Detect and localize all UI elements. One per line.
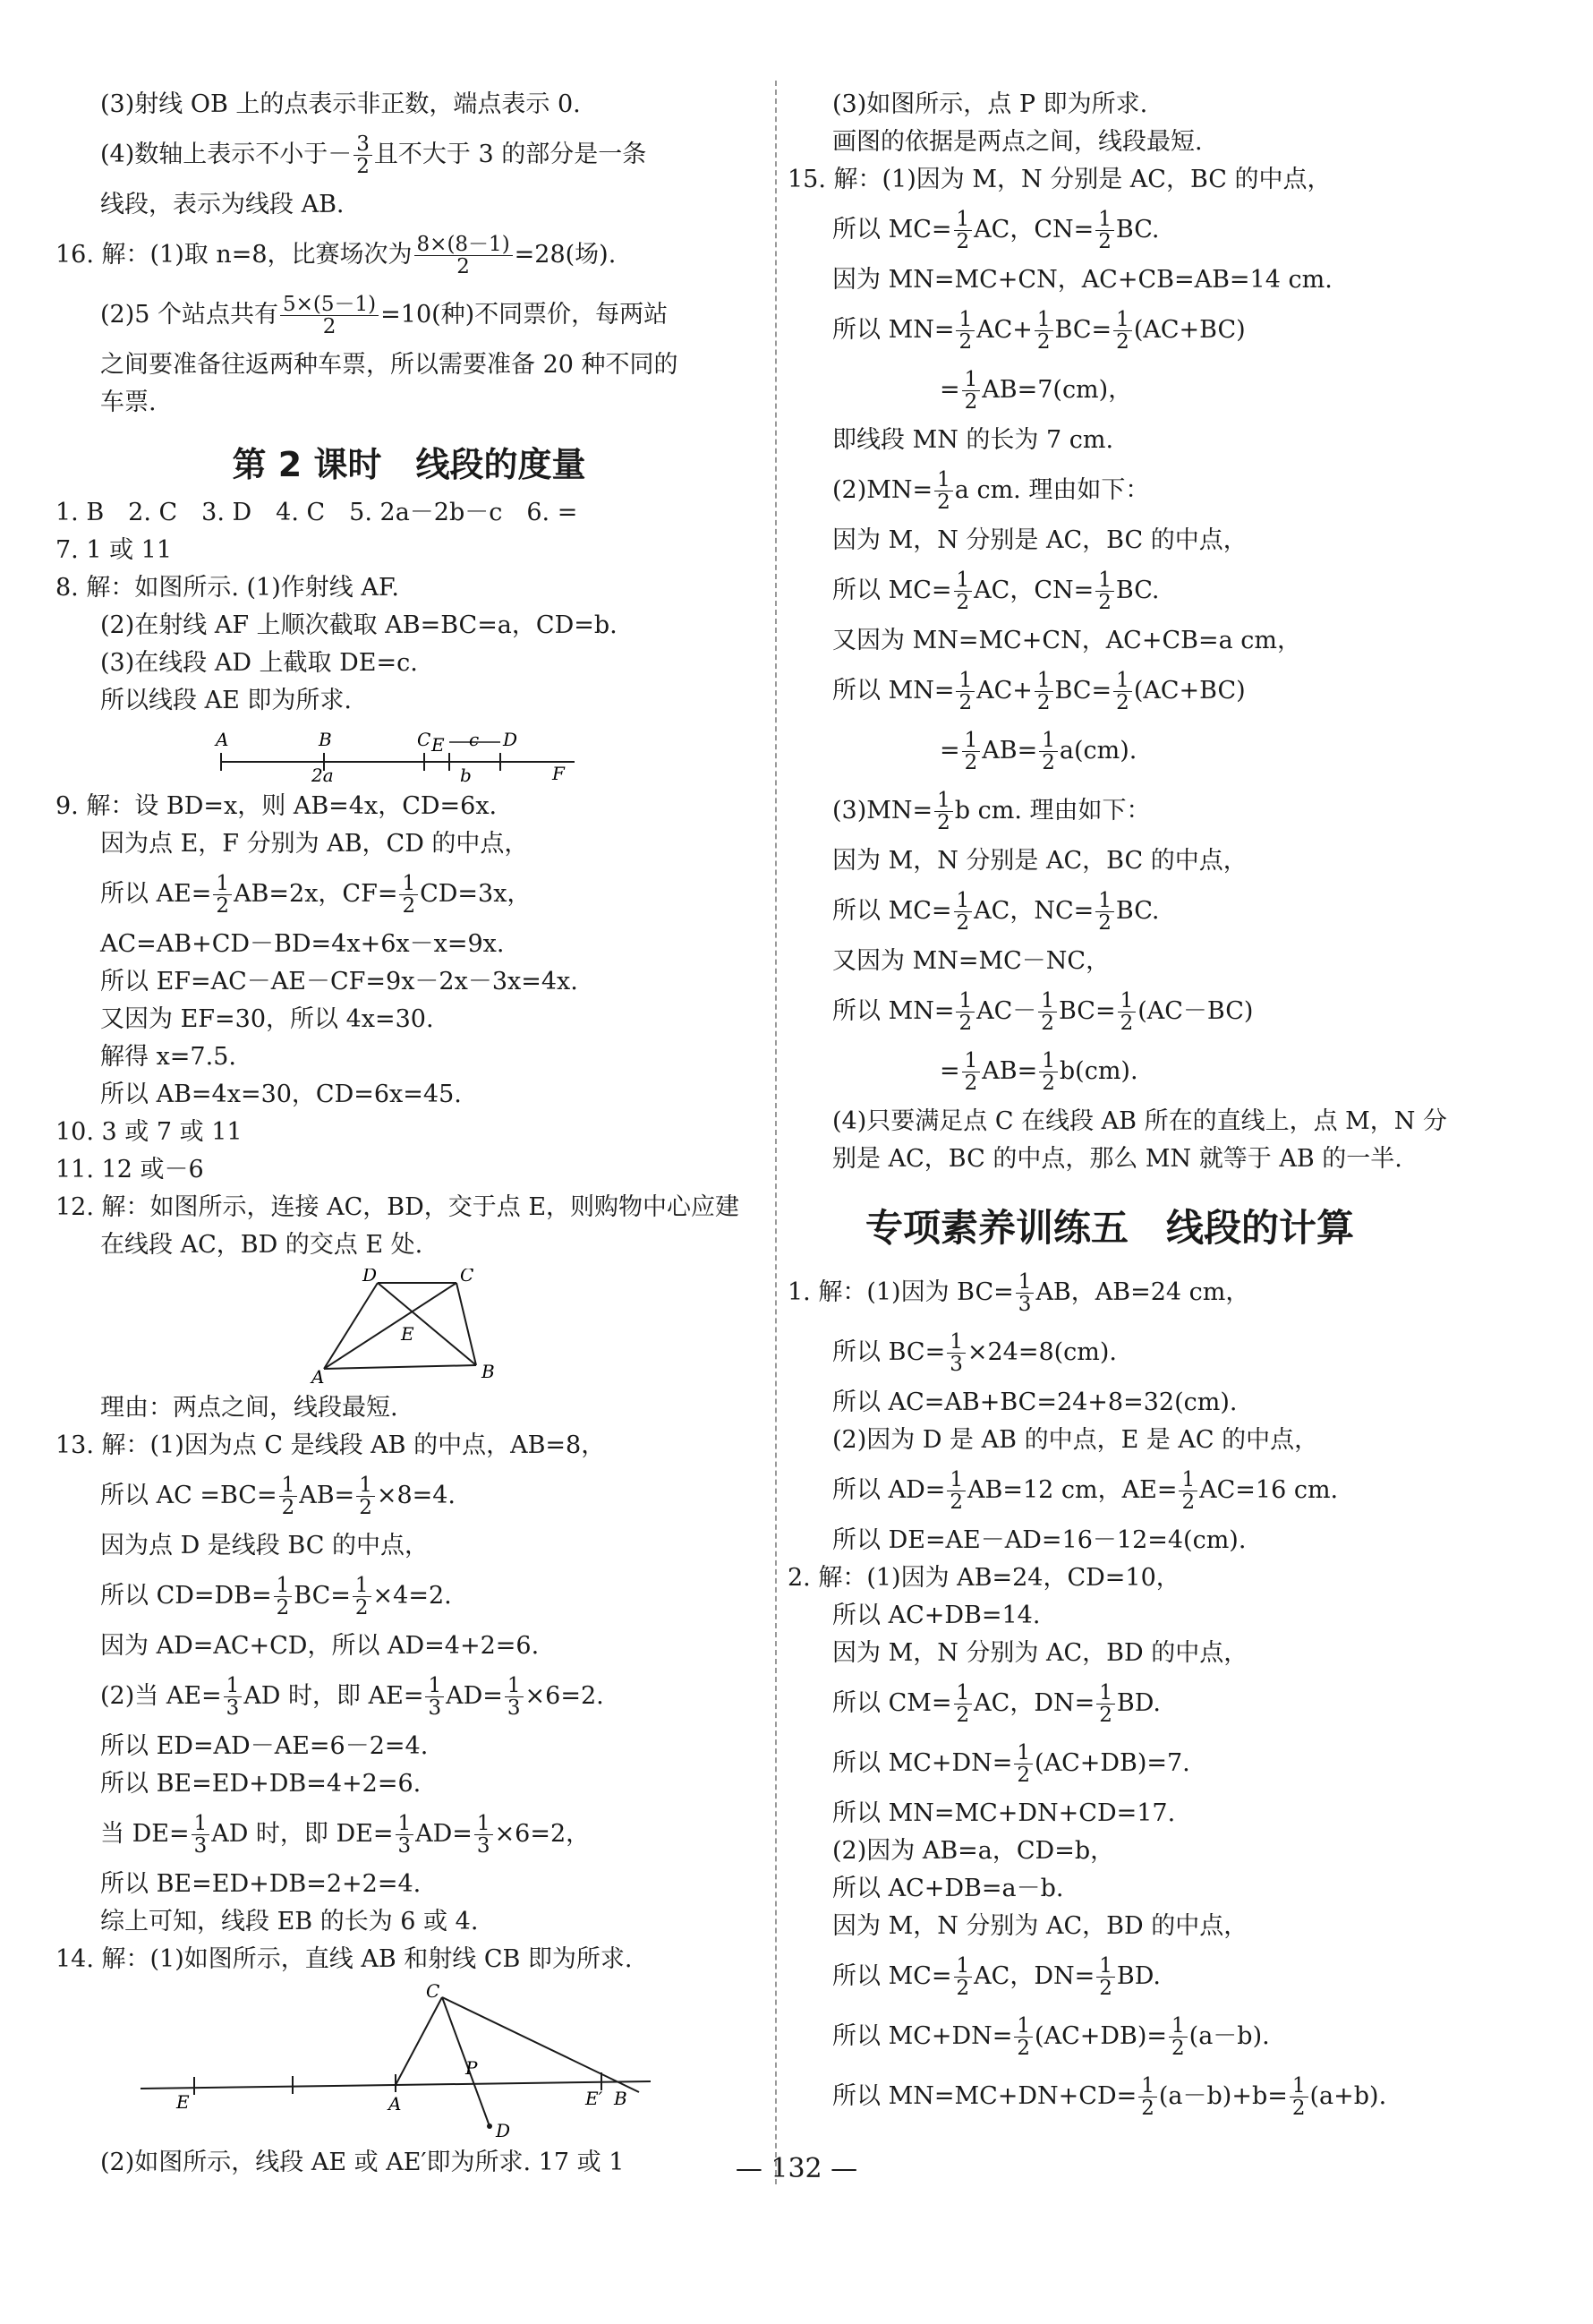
- text-line: 所以 MC= $\frac{1}{2}$ AC，DN= $\frac{1}{2}$ BD.: [832, 1953, 1161, 2000]
- point-label: D: [362, 1269, 378, 1286]
- text-line: 所以 AD= $\frac{1}{2}$ AB=12 cm，AE= $\frac{1}{2}$ AC=16 cm.: [832, 1467, 1339, 1514]
- text-line: 理由：两点之间，线段最短.: [100, 1394, 398, 1422]
- text-line: 所以 BE=ED+DB=4+2=6.: [100, 1770, 422, 1798]
- point-label: A: [216, 729, 229, 750]
- answer-7: 7. 1 或 11: [55, 536, 173, 564]
- text-line: 因为 AD=AC+CD，所以 AD=4+2=6.: [100, 1632, 540, 1660]
- answer-11: 11. 12 或－6: [55, 1156, 204, 1183]
- text-line: 所以 MN=MC+DN+CD= $\frac{1}{2}$ (a－b)+b= $\frac{1}{2}$ (a+b).: [832, 2073, 1387, 2120]
- point-label: C: [460, 1269, 474, 1286]
- point-label: F: [552, 763, 565, 783]
- point-label: C: [417, 729, 431, 750]
- question-13: 13. 解：(1)因为点 C 是线段 AB 的中点，AB=8，: [55, 1431, 606, 1459]
- figure-quadrilateral: [55, 1269, 762, 1385]
- text-line: (2)5 个站点共有 $\frac{5\times(5-1)}{2}$ =10(种)不同票价，每两站: [100, 292, 669, 338]
- figure-segment-construction: [55, 724, 762, 783]
- text-line: 所以 AB=4x=30，CD=6x=45.: [100, 1081, 462, 1108]
- point-label: E′: [585, 2088, 603, 2109]
- text-line: 所以 EF=AC－AE－CF=9x－2x－3x=4x.: [100, 968, 578, 995]
- point-label: E: [431, 734, 445, 756]
- length-label: c: [469, 729, 480, 750]
- text-line: 所以 DE=AE－AD=16－12=4(cm).: [832, 1526, 1247, 1554]
- right-column: [788, 85, 1448, 2129]
- text-line: 即线段 MN 的长为 7 cm.: [832, 426, 1114, 454]
- answers-1-6: 1. B 2. C 3. D 4. C 5. 2a－2b－c 6. =: [55, 499, 578, 526]
- practice-2: 2. 解：(1)因为 AB=24，CD=10，: [788, 1564, 1180, 1592]
- question-9: 9. 解：设 BD=x，则 AB=4x，CD=6x.: [55, 792, 498, 820]
- text-line: (2)当 AE= $\frac{1}{3}$ AD 时，即 AE= $\frac{1}{3}$ AD= $\frac{1}{3}$ ×6=2.: [100, 1673, 604, 1720]
- text-line: (2)因为 AB=a，CD=b，: [832, 1837, 1115, 1865]
- text-line: 所以 AC =BC= $\frac{1}{2}$ AB= $\frac{1}{2}$ ×8=4.: [100, 1473, 456, 1519]
- practice-1: 1. 解：(1)因为 BC= $\frac{1}{3}$ AB，AB=24 cm，: [788, 1269, 1250, 1316]
- text-line: 又因为 MN=MC－NC，: [832, 947, 1111, 975]
- point-label: D: [496, 2120, 511, 2140]
- point-label: C: [426, 1983, 440, 2002]
- text-line: (2)MN= $\frac{1}{2}$ a cm. 理由如下：: [832, 467, 1150, 514]
- text-line: 因为 MN=MC+CN，AC+CB=AB=14 cm.: [832, 266, 1333, 294]
- question-14: 14. 解：(1)如图所示，直线 AB 和射线 CB 即为所求.: [55, 1945, 633, 1973]
- fraction: $\frac{8\times(8-1)}{2}$: [414, 234, 513, 278]
- text-line: 因为 M，N 分别是 AC，BC 的中点，: [832, 847, 1248, 875]
- text-line: 因为 M，N 分别是 AC，BC 的中点，: [832, 526, 1248, 554]
- text-line: 综上可知，线段 EB 的长为 6 或 4.: [100, 1908, 479, 1935]
- text-line: 又因为 EF=30，所以 4x=30.: [100, 1005, 434, 1033]
- text-line: (3)在线段 AD 上截取 DE=c.: [100, 649, 418, 677]
- section-title: 第 2 课时 线段的度量: [232, 445, 586, 484]
- text-line: = $\frac{1}{2}$ AB=7(cm)，: [940, 367, 1133, 414]
- question-16: 16. 解：(1)取 n=8，比赛场次为 $\frac{8\times(8-1)}{2}$ =28(场).: [55, 232, 617, 278]
- text-line: 所以 MC+DN= $\frac{1}{2}$ (AC+DB)= $\frac{1}{2}$ (a－b).: [832, 2013, 1270, 2060]
- text-line: 所以 CD=DB= $\frac{1}{2}$ BC= $\frac{1}{2}$ ×4=2.: [100, 1573, 452, 1619]
- point-label: D: [503, 729, 518, 750]
- text-line: (4)数轴上表示不小于－ $\frac{3}{2}$ 且不大于 3 的部分是一条: [100, 132, 647, 178]
- column-divider: [775, 81, 777, 2184]
- text-line: 所以 MN= $\frac{1}{2}$ AC+ $\frac{1}{2}$ BC= $\frac{1}{2}$ (AC+BC): [832, 668, 1246, 714]
- text-line: 因为点 D 是线段 BC 的中点，: [100, 1532, 429, 1559]
- section-title: 专项素养训练五 线段的计算: [865, 1206, 1354, 1250]
- text-line: 所以 BC= $\frac{1}{3}$ ×24=8(cm).: [832, 1329, 1118, 1376]
- text-line: 所以 AC+DB=14.: [832, 1602, 1041, 1629]
- text-line: 因为点 E，F 分别为 AB，CD 的中点，: [100, 830, 529, 858]
- text-line: 所以 BE=ED+DB=2+2=4.: [100, 1870, 422, 1898]
- text-line: 所以 AC+DB=a－b.: [832, 1875, 1064, 1902]
- point-label: E: [176, 2091, 190, 2113]
- left-column: [55, 85, 762, 2183]
- point-label: A: [388, 2093, 402, 2115]
- text-line: (2)如图所示，线段 AE 或 AE′即为所求. 17 或 1: [100, 2149, 625, 2176]
- text-line: 在线段 AC，BD 的交点 E 处.: [100, 1231, 423, 1259]
- text-line: 因为 M，N 分别为 AC，BD 的中点，: [832, 1912, 1248, 1940]
- question-12: 12. 解：如图所示，连接 AC，BD，交于点 E，则购物中心应建: [55, 1193, 740, 1221]
- text-line: 所以 ED=AD－AE=6－2=4.: [100, 1732, 429, 1760]
- text-line: 所以 AE= $\frac{1}{2}$ AB=2x，CF= $\frac{1}{2}$ CD=3x，: [100, 871, 532, 918]
- text-line: 又因为 MN=MC+CN，AC+CB=a cm，: [832, 627, 1301, 654]
- page-number: — 132 —: [735, 2153, 858, 2184]
- point-label: B: [319, 729, 332, 750]
- point-label: B: [614, 2088, 627, 2109]
- text-line: 所以 MC= $\frac{1}{2}$ AC，CN= $\frac{1}{2}$ BC.: [832, 568, 1160, 614]
- text-line: (2)因为 D 是 AB 的中点，E 是 AC 的中点，: [832, 1426, 1319, 1454]
- text-line: (4)只要满足点 C 在线段 AB 所在的直线上，点 M，N 分: [832, 1107, 1448, 1135]
- question-15: 15. 解：(1)因为 M，N 分别是 AC，BC 的中点，: [788, 166, 1332, 193]
- text-line: 线段，表示为线段 AB.: [100, 191, 345, 218]
- text-line: 解得 x=7.5.: [100, 1043, 236, 1071]
- text-line: 所以 MN= $\frac{1}{2}$ AC－ $\frac{1}{2}$ BC= $\frac{1}{2}$ (AC－BC): [832, 988, 1254, 1035]
- point-label: P: [465, 2057, 478, 2079]
- length-label: b: [460, 765, 472, 783]
- text-line: (3)如图所示，点 P 即为所求.: [832, 90, 1148, 118]
- text-line: 所以 MN=MC+DN+CD=17.: [832, 1799, 1176, 1827]
- text-line: 别是 AC，BC 的中点，那么 MN 就等于 AB 的一半.: [832, 1145, 1402, 1173]
- text-line: 当 DE= $\frac{1}{3}$ AD 时，即 DE= $\frac{1}{3}$ AD= $\frac{1}{3}$ ×6=2，: [100, 1811, 591, 1858]
- text-line: 之间要准备往返两种车票，所以需要准备 20 种不同的: [100, 351, 678, 379]
- text-line: 所以 CM= $\frac{1}{2}$ AC，DN= $\frac{1}{2}$ BD.: [832, 1680, 1161, 1727]
- text-line: 所以线段 AE 即为所求.: [100, 687, 352, 714]
- text-line: 因为 M，N 分别为 AC，BD 的中点，: [832, 1639, 1248, 1667]
- text-line: (2)在射线 AF 上顺次截取 AB=BC=a，CD=b.: [100, 611, 618, 639]
- text-line: (3)射线 OB 上的点表示非正数，端点表示 0.: [100, 90, 581, 118]
- text-line: 所以 MC= $\frac{1}{2}$ AC，NC= $\frac{1}{2}$ BC.: [832, 888, 1160, 935]
- text-line: = $\frac{1}{2}$ AB= $\frac{1}{2}$ b(cm).: [940, 1048, 1138, 1095]
- length-label: 2a: [311, 765, 334, 783]
- text-line: 所以 MC+DN= $\frac{1}{2}$ (AC+DB)=7.: [832, 1740, 1190, 1787]
- text-line: 所以 MC= $\frac{1}{2}$ AC，CN= $\frac{1}{2}$ BC.: [832, 207, 1160, 253]
- point-label: E: [401, 1323, 414, 1345]
- question-8: 8. 解：如图所示. (1)作射线 AF.: [55, 574, 399, 602]
- fraction: $\frac{5\times(5-1)}{2}$: [280, 294, 379, 337]
- text-line: (3)MN= $\frac{1}{2}$ b cm. 理由如下：: [832, 788, 1151, 834]
- text-line: AC=AB+CD－BD=4x+6x－x=9x.: [100, 930, 505, 958]
- text-line: = $\frac{1}{2}$ AB= $\frac{1}{2}$ a(cm).: [940, 728, 1137, 774]
- point-label: B: [481, 1361, 495, 1382]
- text-line: 画图的依据是两点之间，线段最短.: [832, 128, 1203, 156]
- text-line: 车票.: [100, 389, 157, 416]
- fraction: $\frac{3}{2}$: [354, 133, 372, 177]
- point-label: A: [311, 1366, 325, 1385]
- text-line: 所以 MN= $\frac{1}{2}$ AC+ $\frac{1}{2}$ BC= $\frac{1}{2}$ (AC+BC): [832, 307, 1246, 354]
- text-line: 所以 AC=AB+BC=24+8=32(cm).: [832, 1388, 1238, 1416]
- figure-lines-rays: [55, 1983, 762, 2140]
- answer-10: 10. 3 或 7 或 11: [55, 1118, 243, 1146]
